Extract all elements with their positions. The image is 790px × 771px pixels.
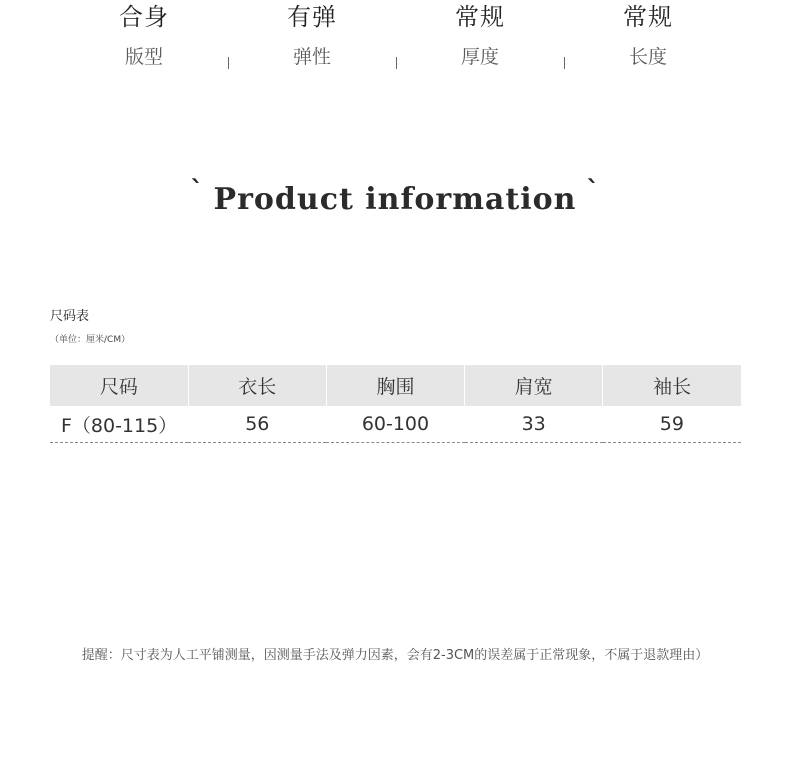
size-chart-caption: 尺码表: [50, 309, 90, 324]
product-attributes: [60, 0, 730, 80]
attribute-thickness: [396, 0, 564, 72]
attribute-value: 常规: [455, 3, 505, 31]
attribute-fit: [60, 0, 228, 72]
attribute-value: 常规: [623, 3, 673, 31]
cell-bust: 60-100: [326, 406, 464, 443]
title-left-mark: `: [190, 176, 204, 206]
measurement-note: 提醒：尺寸表为人工平铺测量，因测量手法及弹力因素，会有2-3CM的误差属于正常现象，不属于退款理由）: [81, 648, 709, 663]
attribute-elasticity: [228, 0, 396, 72]
column-header-sleeve: 袖长: [603, 365, 741, 406]
attribute-value: 有弹: [287, 3, 337, 31]
column-header-length: 衣长: [188, 365, 326, 406]
size-chart-table: [50, 365, 741, 443]
attribute-label: 版型: [124, 46, 163, 68]
attribute-value: 合身: [119, 3, 169, 31]
column-header-shoulder: 肩宽: [465, 365, 603, 406]
attribute-length: [564, 0, 732, 72]
section-title-text: Product information: [213, 182, 577, 217]
cell-length: 56: [188, 406, 326, 443]
cell-shoulder: 33: [465, 406, 603, 443]
attribute-label: 长度: [628, 46, 667, 68]
cell-sleeve: 59: [603, 406, 741, 443]
column-header-bust: 胸围: [326, 365, 464, 406]
size-chart-unit: （单位：厘米/CM）: [50, 335, 131, 345]
section-title: [0, 176, 790, 217]
title-right-mark: `: [586, 176, 600, 206]
column-header-size: 尺码: [50, 365, 188, 406]
cell-size: F（80-115）: [50, 406, 188, 443]
table-row: [50, 406, 741, 443]
attribute-label: 弹性: [292, 46, 331, 68]
attribute-label: 厚度: [460, 46, 499, 68]
table-header-row: [50, 365, 741, 406]
